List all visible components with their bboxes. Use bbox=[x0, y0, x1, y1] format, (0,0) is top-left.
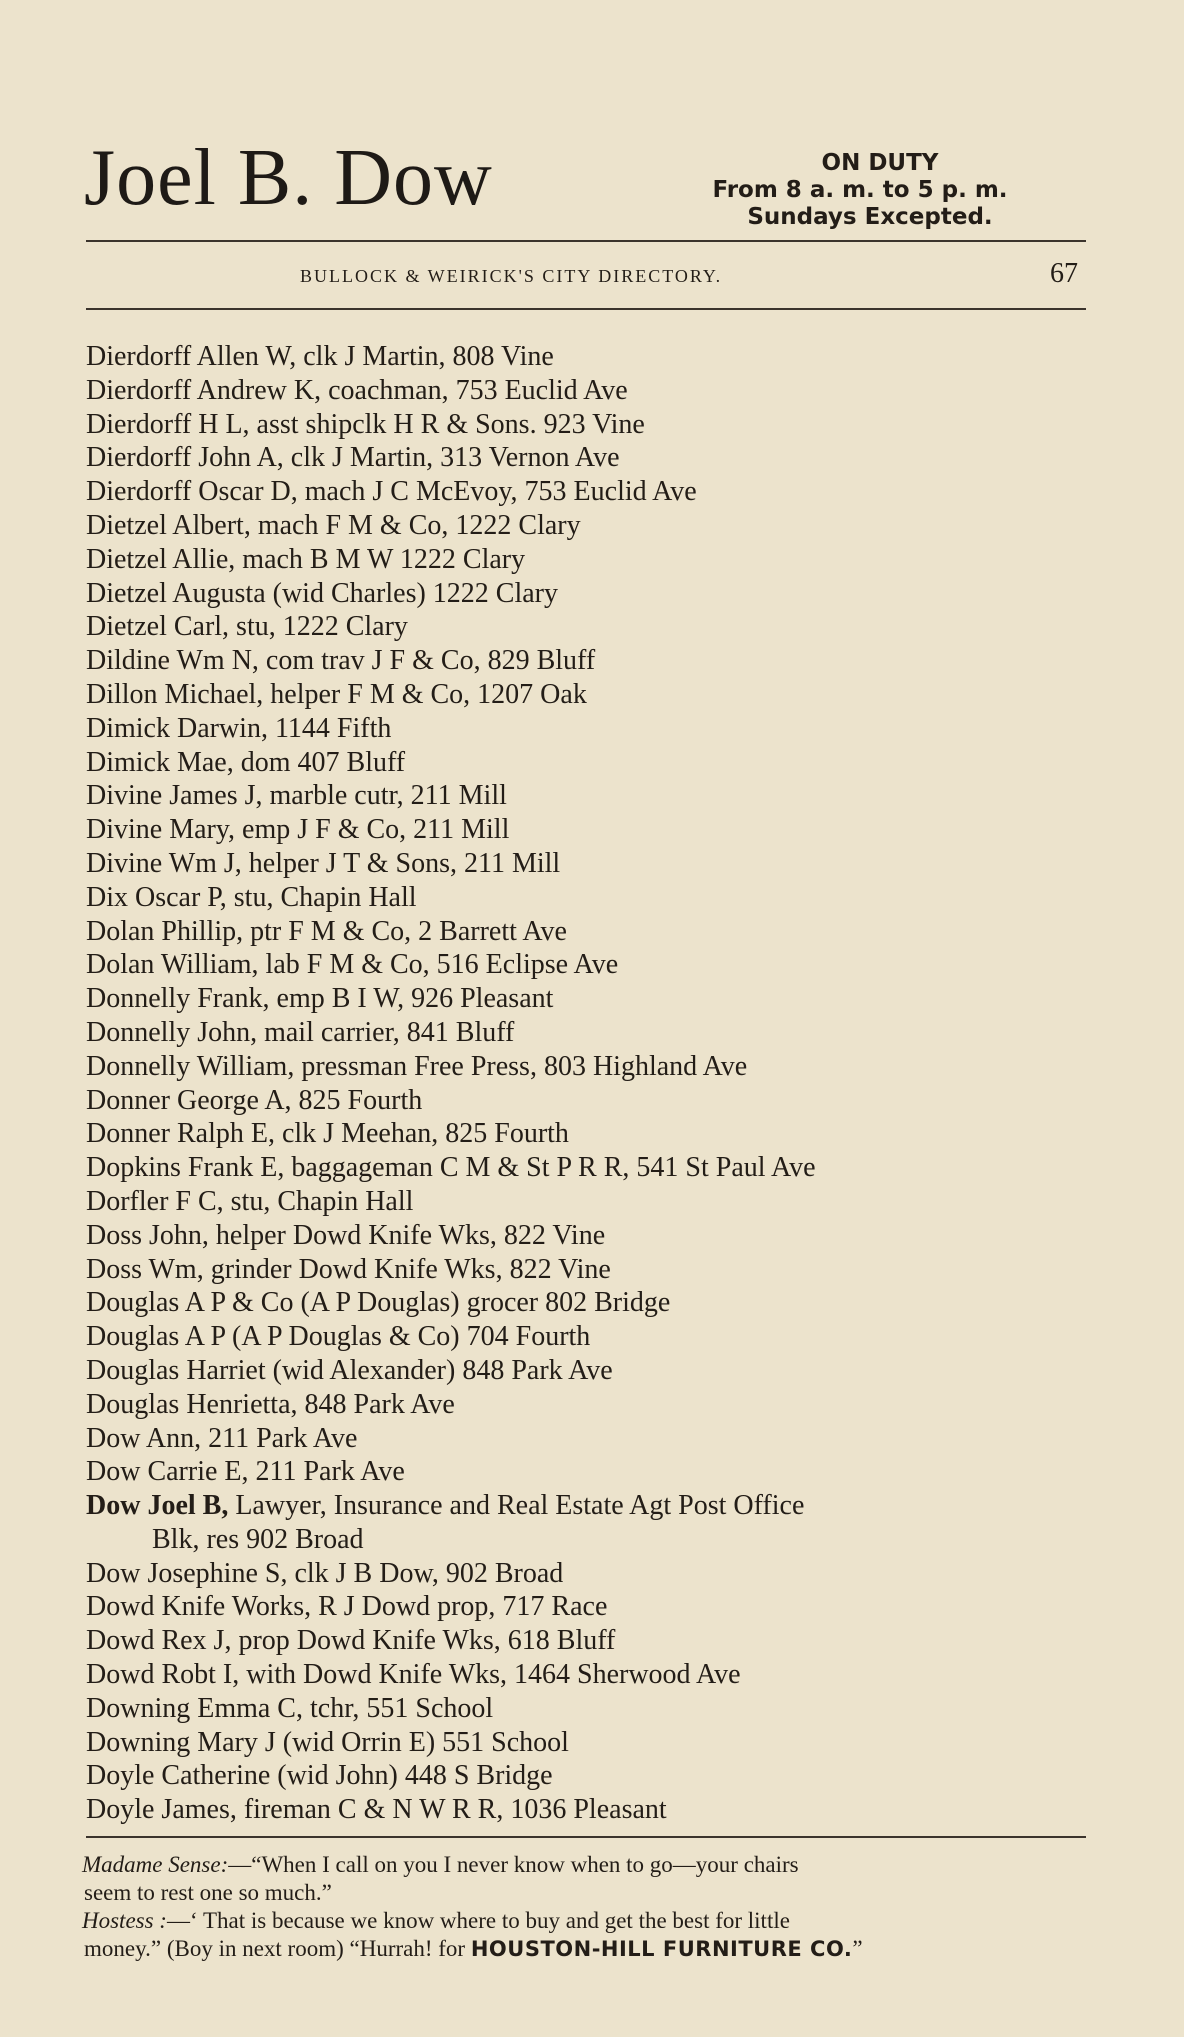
footer-text: —‘ That is because we know where to buy and get the best for little bbox=[166, 1908, 790, 1933]
featured-entry bbox=[86, 1489, 1096, 1523]
directory-entry: Divine Wm J, helper J T & Sons, 211 Mill bbox=[86, 847, 561, 879]
directory-entry: Donnelly Frank, emp B I W, 926 Pleasant bbox=[86, 983, 554, 1015]
directory-entry: Douglas A P (A P Douglas & Co) 704 Fourth bbox=[86, 1321, 591, 1353]
directory-entry: Dietzel Albert, mach F M & Co, 1222 Clary bbox=[86, 509, 581, 541]
footer-advertisement bbox=[82, 1851, 1086, 1963]
featured-entry-details: Lawyer, Insurance and Real Estate Agt Post Office bbox=[228, 1490, 805, 1522]
directory-entry: Doyle Catherine (wid John) 448 S Bridge bbox=[86, 1760, 553, 1792]
directory-entry: Dierdorff Allen W, clk J Martin, 808 Vine bbox=[86, 341, 554, 372]
directory-entry: Donnelly John, mail carrier, 841 Bluff bbox=[86, 1016, 515, 1048]
footer-text: money.” (Boy in next room) “Hurrah! for bbox=[84, 1936, 471, 1961]
directory-entry: Dowd Robt I, with Dowd Knife Wks, 1464 Sherwood Ave bbox=[86, 1659, 741, 1691]
directory-entry: Dierdorff Andrew K, coachman, 753 Euclid Ave bbox=[86, 374, 628, 406]
directory-entry: Dietzel Carl, stu, 1222 Clary bbox=[86, 611, 408, 643]
directory-entry: Dierdorff Oscar D, mach J C McEvoy, 753 Euclid Ave bbox=[86, 476, 697, 508]
directory-entry: Douglas Henrietta, 848 Park Ave bbox=[86, 1388, 455, 1420]
directory-entry: Dildine Wm N, com trav J F & Co, 829 Bluff bbox=[86, 645, 596, 677]
footer-line: seem to rest one so much.” bbox=[84, 1880, 332, 1905]
directory-entry: Dolan Phillip, ptr F M & Co, 2 Barrett Ave bbox=[86, 915, 567, 947]
footer-speaker: Madame Sense: bbox=[82, 1852, 229, 1877]
directory-entry: Downing Emma C, tchr, 551 School bbox=[86, 1692, 494, 1724]
directory-entry: Dierdorff John A, clk J Martin, 313 Vernon Ave bbox=[86, 442, 620, 474]
directory-entry: Dowd Knife Works, R J Dowd prop, 717 Race bbox=[86, 1591, 608, 1623]
footer-line bbox=[82, 1935, 1086, 1963]
directory-entry: Dimick Darwin, 1144 Fifth bbox=[86, 712, 392, 744]
header-rule-top bbox=[86, 240, 1086, 242]
office-hours bbox=[660, 150, 1060, 231]
footer-text: —“When I call on you I never know when to go—your chairs bbox=[228, 1852, 799, 1877]
directory-entry: Dopkins Frank E, baggageman C M & St P R R, 541 St Paul Ave bbox=[86, 1152, 816, 1184]
office-hours-exception: Sundays Excepted. bbox=[747, 204, 993, 230]
directory-entry: Dietzel Augusta (wid Charles) 1222 Clary bbox=[86, 577, 559, 609]
advertiser-name: Joel B. Dow bbox=[84, 134, 493, 222]
directory-entry: Dow Ann, 211 Park Ave bbox=[86, 1422, 358, 1454]
featured-entry-name: Dow Joel B, bbox=[86, 1490, 229, 1522]
directory-entry: Dowd Rex J, prop Dowd Knife Wks, 618 Bluff bbox=[86, 1625, 616, 1657]
office-hours-times: From 8 a. m. to 5 p. m. bbox=[712, 177, 1008, 203]
featured-entry-continuation bbox=[86, 1523, 1096, 1557]
directory-entry: Douglas Harriet (wid Alexander) 848 Park Ave bbox=[86, 1354, 613, 1386]
header-rule-bottom bbox=[86, 308, 1086, 310]
directory-entry: Donner Ralph E, clk J Meehan, 825 Fourth bbox=[86, 1118, 569, 1150]
footer-company-name: HOUSTON-HILL FURNITURE CO. bbox=[470, 1937, 853, 1961]
directory-entry: Dierdorff H L, asst shipclk H R & Sons. 923 Vine bbox=[86, 408, 645, 440]
directory-entry: Douglas A P & Co (A P Douglas) grocer 802 Bridge bbox=[86, 1287, 671, 1319]
page-number: 67 bbox=[1050, 258, 1078, 289]
directory-entry: Dimick Mae, dom 407 Bluff bbox=[86, 746, 406, 778]
directory-entry: Divine James J, marble cutr, 211 Mill bbox=[86, 780, 507, 812]
directory-entries bbox=[86, 340, 1096, 1827]
directory-entry: Doss Wm, grinder Dowd Knife Wks, 822 Vine bbox=[86, 1253, 611, 1285]
office-hours-heading: ON DUTY bbox=[821, 150, 939, 176]
directory-entry: Donnelly William, pressman Free Press, 803 Highland Ave bbox=[86, 1050, 748, 1082]
footer-line bbox=[82, 1907, 1086, 1935]
directory-entry: Donner George A, 825 Fourth bbox=[86, 1084, 423, 1116]
running-head: BULLOCK & WEIRICK'S CITY DIRECTORY. bbox=[300, 266, 723, 286]
featured-entry-continuation-text: Blk, res 902 Broad bbox=[152, 1523, 364, 1555]
directory-entry: Dow Carrie E, 211 Park Ave bbox=[86, 1456, 405, 1488]
directory-entry: Dow Josephine S, clk J B Dow, 902 Broad bbox=[86, 1557, 564, 1589]
directory-entry: Dietzel Allie, mach B M W 1222 Clary bbox=[86, 543, 526, 575]
directory-entry: Dorfler F C, stu, Chapin Hall bbox=[86, 1185, 414, 1217]
directory-entry: Dillon Michael, helper F M & Co, 1207 Oak bbox=[86, 678, 587, 710]
directory-entry: Dolan William, lab F M & Co, 516 Eclipse Ave bbox=[86, 949, 619, 981]
footer-closing-quote: ” bbox=[852, 1936, 863, 1961]
footer-line bbox=[82, 1851, 1086, 1879]
directory-entry: Downing Mary J (wid Orrin E) 551 School bbox=[86, 1726, 569, 1758]
footer-speaker: Hostess : bbox=[82, 1908, 167, 1933]
directory-entry: Dix Oscar P, stu, Chapin Hall bbox=[86, 881, 417, 913]
directory-entry: Divine Mary, emp J F & Co, 211 Mill bbox=[86, 814, 510, 846]
footer-rule bbox=[86, 1836, 1086, 1838]
directory-entry: Doss John, helper Dowd Knife Wks, 822 Vine bbox=[86, 1219, 606, 1251]
directory-entry: Doyle James, fireman C & N W R R, 1036 Pleasant bbox=[86, 1794, 667, 1826]
